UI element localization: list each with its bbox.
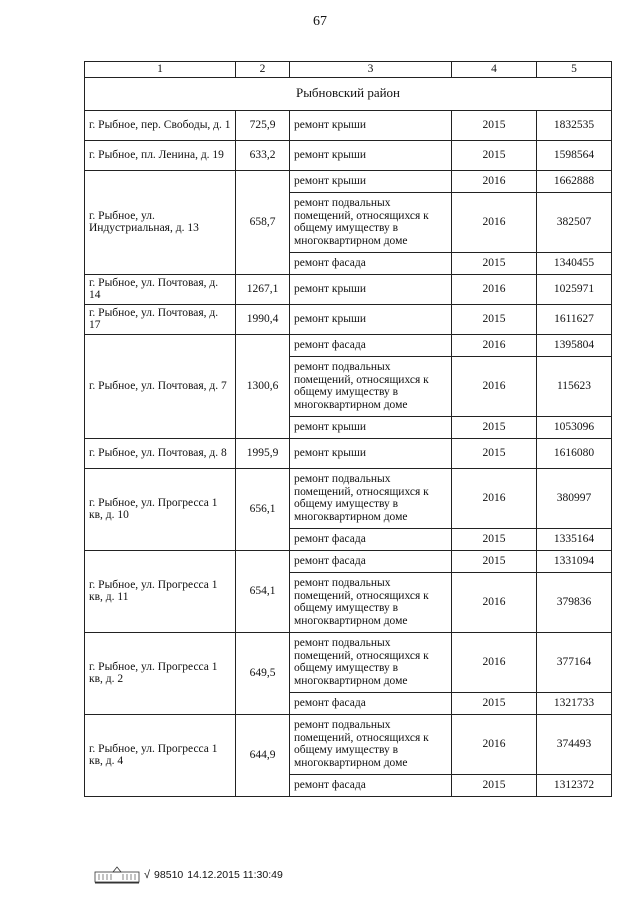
header-row [85, 62, 612, 78]
table-row [85, 468, 612, 528]
address-cell: г. Рыбное, ул. Индустриальная, д. 13 [85, 170, 236, 274]
header-cell: 3 [290, 62, 452, 78]
year-cell: 2016 [452, 714, 537, 774]
work-type-cell: ремонт подвальных помещений, относящихся к общему имуществу в многоквартирном доме [290, 714, 452, 774]
sum-cell: 379836 [537, 572, 612, 632]
area-cell: 633,2 [236, 140, 290, 170]
area-cell: 1300,6 [236, 334, 290, 438]
checkmark-icon: √ [144, 869, 151, 881]
table-row [85, 140, 612, 170]
document-number: 98510 [154, 869, 184, 881]
area-cell: 1267,1 [236, 274, 290, 304]
address-cell: г. Рыбное, ул. Прогресса 1 кв, д. 4 [85, 714, 236, 796]
area-cell: 654,1 [236, 550, 290, 632]
parliament-building-icon [94, 866, 140, 884]
work-type-cell: ремонт крыши [290, 416, 452, 438]
work-type-cell: ремонт подвальных помещений, относящихся к общему имуществу в многоквартирном доме [290, 572, 452, 632]
header-cell: 2 [236, 62, 290, 78]
area-cell: 656,1 [236, 468, 290, 550]
sum-cell: 1331094 [537, 550, 612, 572]
sum-cell: 1611627 [537, 304, 612, 334]
sum-cell: 1395804 [537, 334, 612, 356]
year-cell: 2015 [452, 692, 537, 714]
address-cell: г. Рыбное, пер. Свободы, д. 1 [85, 110, 236, 140]
year-cell: 2016 [452, 334, 537, 356]
footer [94, 866, 283, 884]
sum-cell: 1053096 [537, 416, 612, 438]
table-row [85, 438, 612, 468]
page-number: 67 [313, 14, 327, 29]
address-cell: г. Рыбное, ул. Почтовая, д. 17 [85, 304, 236, 334]
table-row [85, 632, 612, 692]
year-cell: 2015 [452, 416, 537, 438]
table-row [85, 170, 612, 192]
address-cell: г. Рыбное, ул. Прогресса 1 кв, д. 2 [85, 632, 236, 714]
sum-cell: 115623 [537, 356, 612, 416]
work-type-cell: ремонт крыши [290, 110, 452, 140]
work-type-cell: ремонт крыши [290, 438, 452, 468]
table-row [85, 274, 612, 304]
work-type-cell: ремонт фасада [290, 252, 452, 274]
address-cell: г. Рыбное, пл. Ленина, д. 19 [85, 140, 236, 170]
sum-cell: 1616080 [537, 438, 612, 468]
work-type-cell: ремонт фасада [290, 550, 452, 572]
address-cell: г. Рыбное, ул. Прогресса 1 кв, д. 10 [85, 468, 236, 550]
work-type-cell: ремонт подвальных помещений, относящихся к общему имуществу в многоквартирном доме [290, 192, 452, 252]
table-row [85, 304, 612, 334]
area-cell: 649,5 [236, 632, 290, 714]
year-cell: 2015 [452, 140, 537, 170]
table-row [85, 334, 612, 356]
sum-cell: 1832535 [537, 110, 612, 140]
area-cell: 1990,4 [236, 304, 290, 334]
document-timestamp: 14.12.2015 11:30:49 [187, 869, 283, 881]
sum-cell: 1321733 [537, 692, 612, 714]
area-cell: 1995,9 [236, 438, 290, 468]
area-cell: 725,9 [236, 110, 290, 140]
sum-cell: 377164 [537, 632, 612, 692]
year-cell: 2016 [452, 192, 537, 252]
sum-cell: 382507 [537, 192, 612, 252]
year-cell: 2015 [452, 252, 537, 274]
table-row [85, 550, 612, 572]
table-row [85, 714, 612, 774]
address-cell: г. Рыбное, ул. Почтовая, д. 7 [85, 334, 236, 438]
sum-cell: 1340455 [537, 252, 612, 274]
sum-cell: 1025971 [537, 274, 612, 304]
work-type-cell: ремонт фасада [290, 528, 452, 550]
work-type-cell: ремонт крыши [290, 304, 452, 334]
year-cell: 2015 [452, 774, 537, 796]
header-cell: 5 [537, 62, 612, 78]
work-type-cell: ремонт крыши [290, 170, 452, 192]
area-cell: 658,7 [236, 170, 290, 274]
district-title: Рыбновский район [85, 77, 612, 110]
table-row [85, 110, 612, 140]
district-row [85, 77, 612, 110]
work-type-cell: ремонт подвальных помещений, относящихся к общему имуществу в многоквартирном доме [290, 468, 452, 528]
year-cell: 2015 [452, 550, 537, 572]
header-cell: 1 [85, 62, 236, 78]
year-cell: 2015 [452, 110, 537, 140]
year-cell: 2015 [452, 304, 537, 334]
year-cell: 2016 [452, 572, 537, 632]
work-type-cell: ремонт фасада [290, 774, 452, 796]
year-cell: 2016 [452, 632, 537, 692]
sum-cell: 1312372 [537, 774, 612, 796]
work-type-cell: ремонт крыши [290, 274, 452, 304]
address-cell: г. Рыбное, ул. Почтовая, д. 14 [85, 274, 236, 304]
year-cell: 2016 [452, 356, 537, 416]
year-cell: 2016 [452, 170, 537, 192]
area-cell: 644,9 [236, 714, 290, 796]
year-cell: 2016 [452, 274, 537, 304]
work-type-cell: ремонт подвальных помещений, относящихся к общему имуществу в многоквартирном доме [290, 632, 452, 692]
sum-cell: 1598564 [537, 140, 612, 170]
sum-cell: 374493 [537, 714, 612, 774]
address-cell: г. Рыбное, ул. Почтовая, д. 8 [85, 438, 236, 468]
work-type-cell: ремонт фасада [290, 334, 452, 356]
work-type-cell: ремонт фасада [290, 692, 452, 714]
sum-cell: 1662888 [537, 170, 612, 192]
work-type-cell: ремонт крыши [290, 140, 452, 170]
sum-cell: 1335164 [537, 528, 612, 550]
table-body [85, 62, 612, 797]
sum-cell: 380997 [537, 468, 612, 528]
year-cell: 2015 [452, 438, 537, 468]
repair-table [84, 61, 612, 797]
address-cell: г. Рыбное, ул. Прогресса 1 кв, д. 11 [85, 550, 236, 632]
work-type-cell: ремонт подвальных помещений, относящихся к общему имуществу в многоквартирном доме [290, 356, 452, 416]
year-cell: 2015 [452, 528, 537, 550]
header-cell: 4 [452, 62, 537, 78]
year-cell: 2016 [452, 468, 537, 528]
